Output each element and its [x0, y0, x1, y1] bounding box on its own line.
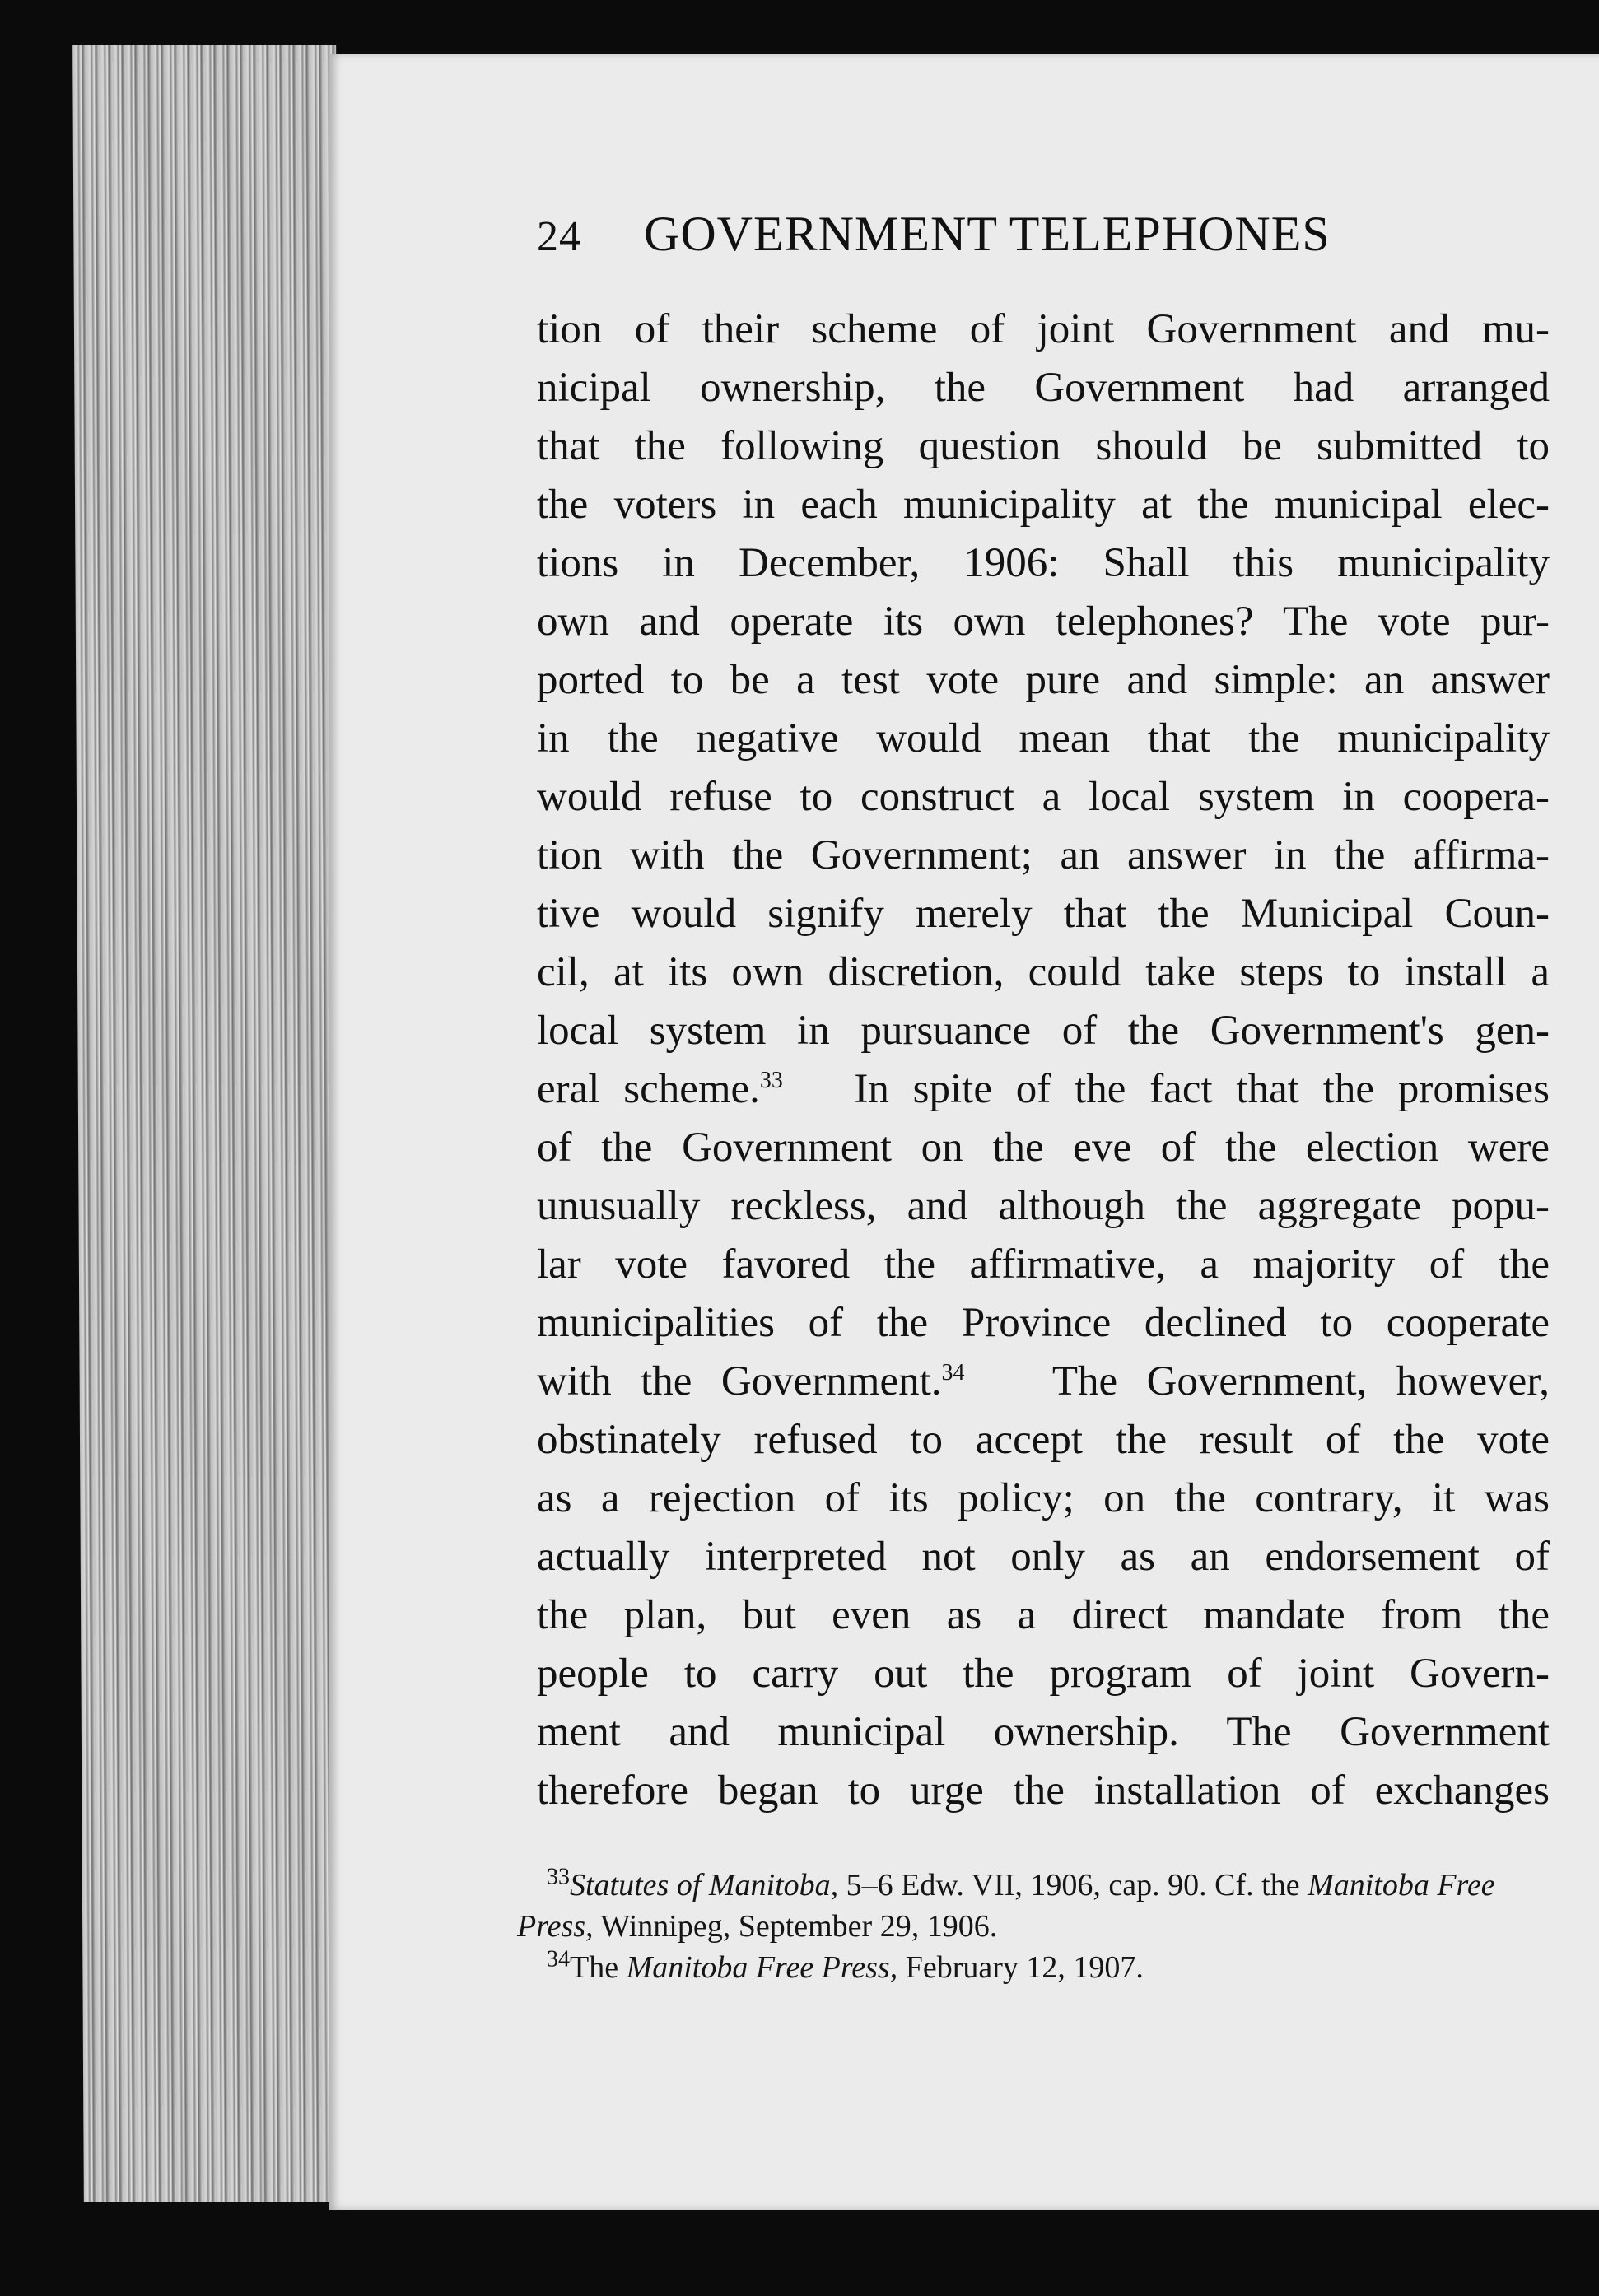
text-line: ment and municipal ownership. The Government [537, 1709, 1550, 1755]
text-line: lar vote favored the affirmative, a majority of the [537, 1241, 1550, 1288]
footnote-italic: Manitoba Free Press, [626, 1950, 898, 1985]
text-line: of the Government on the eve of the election were [537, 1125, 1550, 1171]
text-line: tion with the Government; an answer in the affirma- [537, 832, 1550, 878]
text-line: cil, at its own discretion, could take steps to install a [537, 949, 1550, 995]
running-title: GOVERNMENT TELEPHONES [644, 207, 1331, 261]
text-line-with-ref-34 [537, 1353, 1550, 1411]
text-line: the plan, but even as a direct mandate from the [537, 1592, 1550, 1638]
text-segment: with the Government. [537, 1358, 942, 1404]
footnote-italic: Manitoba Free Press, [517, 1868, 1495, 1944]
text-line: actually interpreted not only as an endorsement of [537, 1534, 1550, 1580]
text-line: as a rejection of its policy; on the contrary, it was [537, 1475, 1550, 1521]
text-segment: The Government, however, [1051, 1358, 1550, 1404]
text-line: the voters in each municipality at the municipal elec- [537, 482, 1550, 528]
footnote-33 [517, 1865, 1548, 1947]
text-line: tion of their scheme of joint Government and mu- [537, 306, 1550, 352]
footnote-text: The [570, 1950, 619, 1985]
footnote-34 [517, 1947, 1548, 1988]
text-line: would refuse to construct a local system in coopera- [537, 774, 1550, 820]
text-line: in the negative would mean that the municipality [537, 715, 1550, 761]
text-segment: eral scheme. [537, 1066, 760, 1112]
text-line: obstinately refused to accept the result of the vote [537, 1417, 1550, 1463]
text-line: nicipal ownership, the Government had arranged [537, 365, 1550, 411]
text-line: own and operate its own telephones? The vote pur- [537, 598, 1550, 645]
text-line: local system in pursuance of the Government's gen- [537, 1008, 1550, 1054]
book-page [329, 54, 1599, 2210]
footnote-text: February 12, 1907. [905, 1950, 1144, 1985]
text-line: unusually reckless, and although the aggregate popu- [537, 1183, 1550, 1229]
text-line: ported to be a test vote pure and simple: an answer [537, 657, 1550, 703]
footnote-italic: Statutes of Manitoba, [570, 1868, 839, 1902]
footnote-mark: 34 [547, 1946, 570, 1972]
text-line: therefore began to urge the installation of exchanges [537, 1767, 1550, 1814]
footnote-text: 5–6 Edw. VII, 1906, cap. 90. Cf. the [846, 1868, 1300, 1902]
text-line: that the following question should be submitted to [537, 423, 1550, 469]
footnotes [517, 1865, 1548, 1988]
page-header [537, 206, 1434, 263]
text-line-with-ref-33 [537, 1060, 1550, 1119]
page-number: 24 [537, 213, 581, 260]
footnote-mark: 33 [547, 1864, 570, 1890]
footnote-text: Winnipeg, September 29, 1906. [600, 1909, 998, 1944]
footnote-ref-34: 34 [941, 1360, 965, 1386]
text-line: tive would signify merely that the Municipal Coun- [537, 891, 1550, 937]
text-segment: In spite of the fact that the promises [854, 1066, 1550, 1112]
text-line: tions in December, 1906: Shall this municipality [537, 540, 1550, 586]
book-page-edges [72, 45, 347, 2202]
body-text [537, 300, 1550, 1820]
text-line: people to carry out the program of joint Govern- [537, 1651, 1550, 1697]
text-line: municipalities of the Province declined to cooperate [537, 1300, 1550, 1346]
footnote-ref-33: 33 [759, 1068, 783, 1093]
